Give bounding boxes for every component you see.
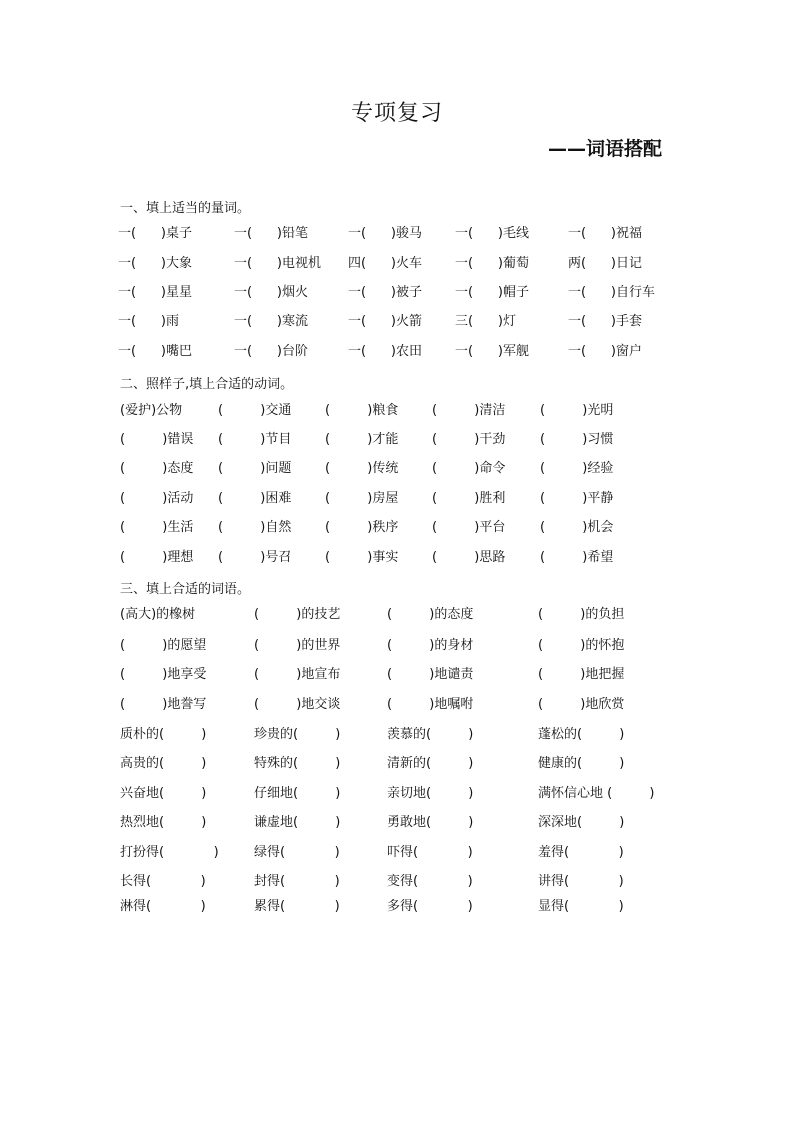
fill-in-item: 谦虚地( ) (254, 815, 341, 830)
fill-in-item: 三( )灯 (455, 314, 516, 329)
fill-in-item: 羡慕的( ) (387, 727, 474, 742)
section3-row (0, 785, 794, 805)
fill-in-item: ( )地把握 (538, 667, 625, 682)
fill-in-item: 蓬松的( ) (538, 727, 625, 742)
fill-in-item: 一( )电视机 (234, 256, 321, 271)
section3-row (0, 844, 794, 864)
fill-in-item: 一( )台阶 (234, 344, 308, 359)
fill-in-item: 一( )铅笔 (234, 226, 308, 241)
fill-in-item: 一( )雨 (118, 314, 179, 329)
fill-in-item: ( )困难 (218, 491, 292, 506)
fill-in-item: 一( )窗户 (568, 344, 642, 359)
fill-in-item: ( )活动 (120, 491, 194, 506)
fill-in-item: ( )交通 (218, 403, 292, 418)
fill-in-item: ( )秩序 (325, 520, 399, 535)
fill-in-item: ( )命令 (432, 461, 506, 476)
fill-in-item: ( )房屋 (325, 491, 399, 506)
fill-in-item: 一( )嘴巴 (118, 344, 192, 359)
section2-row (0, 431, 794, 451)
section3-row (0, 606, 794, 626)
fill-in-item: (爱护)公物 (120, 403, 183, 418)
fill-in-item: 深深地( ) (538, 815, 625, 830)
fill-in-item: ( )问题 (218, 461, 292, 476)
fill-in-item: ( )的负担 (538, 607, 625, 622)
fill-in-item: 封得( ) (254, 874, 340, 889)
fill-in-item: 兴奋地( ) (120, 786, 207, 801)
fill-in-item: 一( )骏马 (348, 226, 422, 241)
fill-in-item: 淋得( ) (120, 899, 206, 914)
fill-in-item: 绿得( ) (254, 845, 340, 860)
section2-row (0, 402, 794, 422)
fill-in-item: 一( )手套 (568, 314, 642, 329)
fill-in-item: ( )生活 (120, 520, 194, 535)
fill-in-item: 吓得( ) (387, 845, 473, 860)
worksheet-subtitle: ——词语搭配 (548, 138, 663, 160)
fill-in-item: 质朴的( ) (120, 727, 207, 742)
section2-row (0, 460, 794, 480)
fill-in-item: ( )错误 (120, 432, 194, 447)
section1-row (0, 284, 794, 304)
fill-in-item: 清新的( ) (387, 756, 474, 771)
section1-row (0, 343, 794, 363)
fill-in-item: 特殊的( ) (254, 756, 341, 771)
fill-in-item: 满怀信心地 ( ) (538, 786, 655, 801)
fill-in-item: ( )机会 (540, 520, 614, 535)
section1-row (0, 225, 794, 245)
section3-row (0, 726, 794, 746)
fill-in-item: ( )希望 (540, 550, 614, 565)
section3-row (0, 666, 794, 686)
fill-in-item: 热烈地( ) (120, 815, 207, 830)
fill-in-item: ( )胜利 (432, 491, 506, 506)
fill-in-item: ( )号召 (218, 550, 292, 565)
fill-in-item: ( )的怀抱 (538, 638, 625, 653)
section1-row (0, 255, 794, 275)
fill-in-item: ( )平静 (540, 491, 614, 506)
fill-in-item: ( )地嘱咐 (387, 697, 474, 712)
fill-in-item: ( )理想 (120, 550, 194, 565)
fill-in-item: ( )态度 (120, 461, 194, 476)
fill-in-item: 讲得( ) (538, 874, 624, 889)
section1-row (0, 313, 794, 333)
fill-in-item: ( )传统 (325, 461, 399, 476)
section2-heading: 二、照样子,填上合适的动词。 (120, 377, 294, 392)
fill-in-item: 长得( ) (120, 874, 206, 889)
fill-in-item: ( )的态度 (387, 607, 474, 622)
fill-in-item: ( )的技艺 (254, 607, 341, 622)
fill-in-item: ( )思路 (432, 550, 506, 565)
fill-in-item: (高大)的橡树 (120, 607, 196, 622)
fill-in-item: 一( )农田 (348, 344, 422, 359)
fill-in-item: 一( )军舰 (455, 344, 529, 359)
fill-in-item: 一( )葡萄 (455, 256, 529, 271)
fill-in-item: ( )事实 (325, 550, 399, 565)
fill-in-item: 两( )日记 (568, 256, 642, 271)
fill-in-item: 打扮得( ) (120, 845, 219, 860)
fill-in-item: ( )粮食 (325, 403, 399, 418)
section2-row (0, 519, 794, 539)
fill-in-item: 变得( ) (387, 874, 473, 889)
fill-in-item: ( )地欣赏 (538, 697, 625, 712)
fill-in-item: ( )的世界 (254, 638, 341, 653)
fill-in-item: ( )的身材 (387, 638, 474, 653)
fill-in-item: 亲切地( ) (387, 786, 474, 801)
fill-in-item: 多得( ) (387, 899, 473, 914)
fill-in-item: 一( )祝福 (568, 226, 642, 241)
fill-in-item: ( )地宣布 (254, 667, 341, 682)
fill-in-item: 勇敢地( ) (387, 815, 474, 830)
section3-row (0, 898, 794, 918)
fill-in-item: ( )自然 (218, 520, 292, 535)
fill-in-item: 一( )星星 (118, 285, 192, 300)
fill-in-item: 显得( ) (538, 899, 624, 914)
fill-in-item: 高贵的( ) (120, 756, 207, 771)
fill-in-item: 一( )被子 (348, 285, 422, 300)
fill-in-item: 健康的( ) (538, 756, 625, 771)
fill-in-item: ( )地交谈 (254, 697, 341, 712)
fill-in-item: 累得( ) (254, 899, 340, 914)
worksheet-title: 专项复习 (350, 101, 443, 126)
fill-in-item: ( )的愿望 (120, 638, 207, 653)
fill-in-item: ( )地誊写 (120, 697, 207, 712)
fill-in-item: ( )地享受 (120, 667, 207, 682)
fill-in-item: 一( )自行车 (568, 285, 655, 300)
fill-in-item: 珍贵的( ) (254, 727, 341, 742)
fill-in-item: 一( )寒流 (234, 314, 308, 329)
fill-in-item: 四( )火车 (348, 256, 422, 271)
section1-heading: 一、填上适当的量词。 (120, 201, 251, 216)
fill-in-item: 一( )烟火 (234, 285, 308, 300)
fill-in-item: 一( )桌子 (118, 226, 192, 241)
fill-in-item: ( )节目 (218, 432, 292, 447)
fill-in-item: ( )清洁 (432, 403, 506, 418)
fill-in-item: 仔细地( ) (254, 786, 341, 801)
fill-in-item: ( )习惯 (540, 432, 614, 447)
fill-in-item: ( )地谴责 (387, 667, 474, 682)
section3-row (0, 696, 794, 716)
fill-in-item: ( )光明 (540, 403, 614, 418)
fill-in-item: ( )才能 (325, 432, 399, 447)
fill-in-item: ( )经验 (540, 461, 614, 476)
section3-row (0, 755, 794, 775)
fill-in-item: ( )干劲 (432, 432, 506, 447)
section3-row (0, 873, 794, 893)
fill-in-item: 一( )毛线 (455, 226, 529, 241)
fill-in-item: 一( )帽子 (455, 285, 529, 300)
fill-in-item: 一( )大象 (118, 256, 192, 271)
section3-row (0, 637, 794, 657)
fill-in-item: 羞得( ) (538, 845, 624, 860)
section3-row (0, 814, 794, 834)
section2-row (0, 549, 794, 569)
fill-in-item: ( )平台 (432, 520, 506, 535)
fill-in-item: 一( )火箭 (348, 314, 422, 329)
section2-row (0, 490, 794, 510)
section3-heading: 三、填上合适的词语。 (120, 582, 251, 597)
